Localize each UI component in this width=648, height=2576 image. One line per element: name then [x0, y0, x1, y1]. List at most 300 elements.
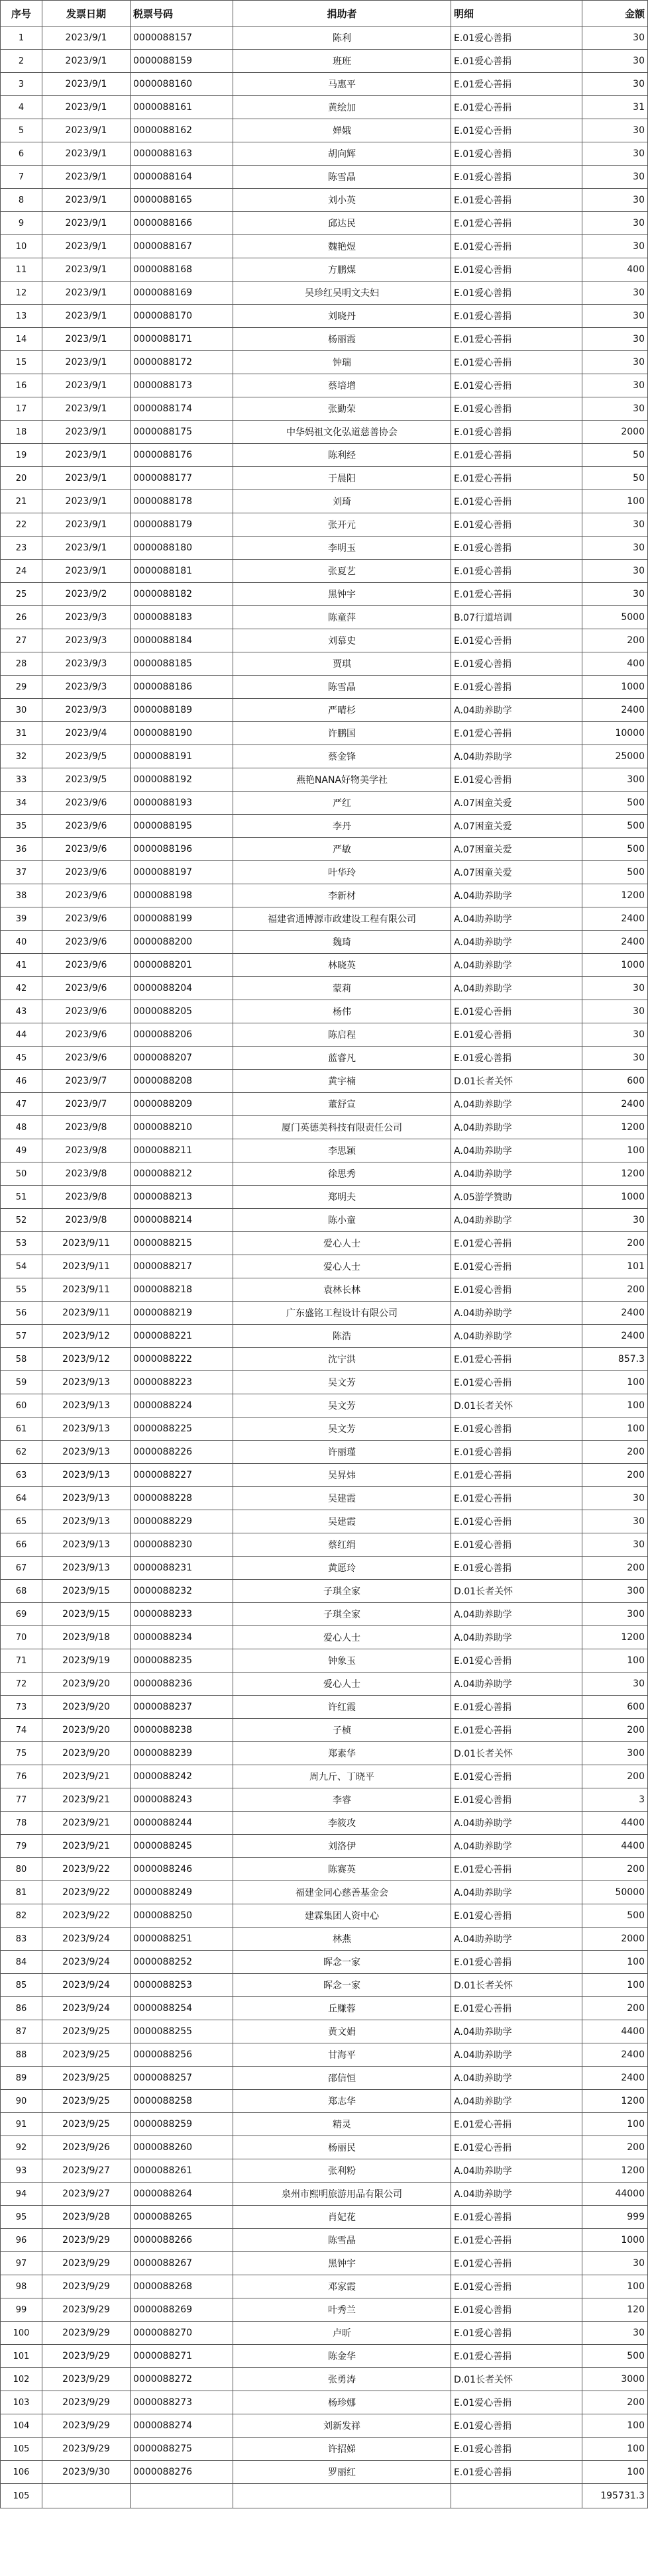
row-index: 100	[1, 2322, 42, 2345]
row-donor: 杨珍娜	[233, 2391, 451, 2414]
row-donor: 严红	[233, 792, 451, 815]
row-date: 2023/9/12	[42, 1348, 131, 1371]
row-date: 2023/9/28	[42, 2206, 131, 2229]
row-invoice-number: 0000088239	[131, 1742, 233, 1765]
table-row	[1, 792, 648, 815]
row-invoice-number: 0000088252	[131, 1951, 233, 1974]
row-index: 80	[1, 1858, 42, 1881]
row-amount: 10000	[582, 722, 648, 745]
row-date: 2023/9/6	[42, 884, 131, 907]
row-index: 42	[1, 977, 42, 1000]
row-date: 2023/9/3	[42, 676, 131, 699]
row-amount: 30	[582, 977, 648, 1000]
row-donor: 邵信恒	[233, 2067, 451, 2090]
row-amount: 600	[582, 1696, 648, 1719]
row-date: 2023/9/6	[42, 792, 131, 815]
row-index: 13	[1, 305, 42, 328]
row-invoice-number: 0000088274	[131, 2414, 233, 2438]
table-row	[1, 73, 648, 96]
table-row	[1, 1673, 648, 1696]
row-detail: E.01爱心善捐	[451, 142, 582, 166]
row-amount: 30	[582, 1209, 648, 1232]
row-donor: 黑钟宇	[233, 583, 451, 606]
row-index: 28	[1, 652, 42, 676]
row-invoice-number: 0000088228	[131, 1487, 233, 1510]
row-amount: 100	[582, 2113, 648, 2136]
row-detail: A.04助养助学	[451, 2043, 582, 2067]
table-row	[1, 2159, 648, 2183]
row-donor: 许鹏国	[233, 722, 451, 745]
row-index: 8	[1, 189, 42, 212]
row-detail: E.01爱心善捐	[451, 189, 582, 212]
row-index: 1	[1, 26, 42, 50]
row-date: 2023/9/1	[42, 212, 131, 235]
row-amount: 30	[582, 1533, 648, 1557]
row-amount: 3000	[582, 2368, 648, 2391]
row-detail: A.04助养助学	[451, 1835, 582, 1858]
row-donor: 吴文芳	[233, 1394, 451, 1417]
row-invoice-number: 0000088196	[131, 838, 233, 861]
row-amount: 100	[582, 490, 648, 513]
row-invoice-number: 0000088231	[131, 1557, 233, 1580]
row-invoice-number: 0000088226	[131, 1441, 233, 1464]
row-detail: E.01爱心善捐	[451, 2322, 582, 2345]
row-amount: 200	[582, 1765, 648, 1788]
row-invoice-number: 0000088166	[131, 212, 233, 235]
row-date: 2023/9/22	[42, 1904, 131, 1928]
row-amount: 30	[582, 189, 648, 212]
row-detail: A.04助养助学	[451, 2183, 582, 2206]
row-detail: A.07困童关爱	[451, 792, 582, 815]
row-date: 2023/9/24	[42, 1974, 131, 1997]
header-detail: 明细	[451, 1, 582, 26]
row-donor: 张开元	[233, 513, 451, 537]
table-row	[1, 1881, 648, 1904]
row-amount: 30	[582, 1487, 648, 1510]
row-date: 2023/9/19	[42, 1649, 131, 1673]
row-donor: 杨丽霞	[233, 328, 451, 351]
row-detail: D.01长者关怀	[451, 1394, 582, 1417]
row-amount: 300	[582, 1603, 648, 1626]
row-donor: 燕艳NANA好物美学社	[233, 768, 451, 792]
row-index: 67	[1, 1557, 42, 1580]
row-index: 81	[1, 1881, 42, 1904]
row-index: 33	[1, 768, 42, 792]
row-invoice-number: 0000088211	[131, 1139, 233, 1162]
row-detail: A.04助养助学	[451, 1162, 582, 1186]
row-index: 66	[1, 1533, 42, 1557]
table-row	[1, 305, 648, 328]
total-donor-empty	[233, 2484, 451, 2508]
row-detail: E.01爱心善捐	[451, 1510, 582, 1533]
row-index: 71	[1, 1649, 42, 1673]
table-row	[1, 258, 648, 282]
row-date: 2023/9/29	[42, 2298, 131, 2322]
row-detail: E.01爱心善捐	[451, 2345, 582, 2368]
row-index: 95	[1, 2206, 42, 2229]
row-donor: 晖念一家	[233, 1951, 451, 1974]
row-amount: 200	[582, 629, 648, 652]
row-invoice-number: 0000088205	[131, 1000, 233, 1023]
row-index: 48	[1, 1116, 42, 1139]
table-row	[1, 1626, 648, 1649]
row-invoice-number: 0000088237	[131, 1696, 233, 1719]
row-amount: 30	[582, 26, 648, 50]
row-date: 2023/9/13	[42, 1557, 131, 1580]
row-invoice-number: 0000088218	[131, 1278, 233, 1302]
row-invoice-number: 0000088272	[131, 2368, 233, 2391]
row-index: 57	[1, 1325, 42, 1348]
row-index: 10	[1, 235, 42, 258]
row-date: 2023/9/21	[42, 1835, 131, 1858]
row-date: 2023/9/25	[42, 2067, 131, 2090]
row-detail: E.01爱心善捐	[451, 467, 582, 490]
table-row	[1, 2020, 648, 2043]
row-donor: 精灵	[233, 2113, 451, 2136]
row-detail: A.04助养助学	[451, 2159, 582, 2183]
row-date: 2023/9/6	[42, 977, 131, 1000]
row-invoice-number: 0000088225	[131, 1417, 233, 1441]
row-detail: E.01爱心善捐	[451, 2414, 582, 2438]
row-amount: 857.3	[582, 1348, 648, 1371]
row-index: 6	[1, 142, 42, 166]
row-invoice-number: 0000088199	[131, 907, 233, 931]
row-amount: 30	[582, 119, 648, 142]
row-index: 88	[1, 2043, 42, 2067]
row-invoice-number: 0000088219	[131, 1302, 233, 1325]
row-amount: 200	[582, 1719, 648, 1742]
row-amount: 50	[582, 467, 648, 490]
row-index: 44	[1, 1023, 42, 1047]
row-detail: A.04助养助学	[451, 2067, 582, 2090]
total-amount: 195731.3	[582, 2484, 648, 2508]
row-detail: A.07困童关爱	[451, 861, 582, 884]
row-index: 17	[1, 397, 42, 421]
row-invoice-number: 0000088244	[131, 1812, 233, 1835]
row-index: 102	[1, 2368, 42, 2391]
row-donor: 陈利	[233, 26, 451, 50]
row-donor: 子桢	[233, 1719, 451, 1742]
row-index: 12	[1, 282, 42, 305]
row-index: 104	[1, 2414, 42, 2438]
row-detail: E.01爱心善捐	[451, 282, 582, 305]
row-invoice-number: 0000088175	[131, 421, 233, 444]
row-amount: 30	[582, 305, 648, 328]
row-donor: 于晨阳	[233, 467, 451, 490]
row-amount: 30	[582, 397, 648, 421]
row-date: 2023/9/29	[42, 2275, 131, 2298]
row-date: 2023/9/8	[42, 1116, 131, 1139]
row-date: 2023/9/1	[42, 560, 131, 583]
row-donor: 马惠平	[233, 73, 451, 96]
row-index: 94	[1, 2183, 42, 2206]
table-row	[1, 351, 648, 374]
row-index: 55	[1, 1278, 42, 1302]
row-donor: 许丽瑾	[233, 1441, 451, 1464]
row-invoice-number: 0000088267	[131, 2252, 233, 2275]
row-detail: A.04助养助学	[451, 1881, 582, 1904]
row-index: 35	[1, 815, 42, 838]
row-detail: E.01爱心善捐	[451, 2461, 582, 2484]
row-index: 54	[1, 1255, 42, 1278]
row-detail: E.01爱心善捐	[451, 50, 582, 73]
row-amount: 30	[582, 235, 648, 258]
row-detail: E.01爱心善捐	[451, 2252, 582, 2275]
table-row	[1, 1070, 648, 1093]
row-amount: 200	[582, 1278, 648, 1302]
row-invoice-number: 0000088195	[131, 815, 233, 838]
row-amount: 1000	[582, 676, 648, 699]
row-date: 2023/9/24	[42, 1997, 131, 2020]
row-amount: 200	[582, 1232, 648, 1255]
row-date: 2023/9/20	[42, 1696, 131, 1719]
row-amount: 4400	[582, 1835, 648, 1858]
total-index: 105	[1, 2484, 42, 2508]
row-amount: 44000	[582, 2183, 648, 2206]
row-invoice-number: 0000088249	[131, 1881, 233, 1904]
row-amount: 1000	[582, 2229, 648, 2252]
row-invoice-number: 0000088236	[131, 1673, 233, 1696]
row-index: 31	[1, 722, 42, 745]
row-date: 2023/9/27	[42, 2159, 131, 2183]
row-date: 2023/9/1	[42, 513, 131, 537]
row-detail: D.01长者关怀	[451, 2368, 582, 2391]
row-date: 2023/9/25	[42, 2113, 131, 2136]
table-row	[1, 1788, 648, 1812]
row-index: 73	[1, 1696, 42, 1719]
row-detail: E.01爱心善捐	[451, 305, 582, 328]
row-invoice-number: 0000088238	[131, 1719, 233, 1742]
row-date: 2023/9/4	[42, 722, 131, 745]
row-index: 41	[1, 954, 42, 977]
table-row	[1, 1278, 648, 1302]
row-date: 2023/9/1	[42, 537, 131, 560]
row-amount: 500	[582, 792, 648, 815]
row-detail: E.01爱心善捐	[451, 2275, 582, 2298]
row-index: 52	[1, 1209, 42, 1232]
row-donor: 刘洛伊	[233, 1835, 451, 1858]
row-date: 2023/9/15	[42, 1580, 131, 1603]
table-row	[1, 2090, 648, 2113]
row-amount: 30	[582, 351, 648, 374]
row-invoice-number: 0000088259	[131, 2113, 233, 2136]
table-row	[1, 166, 648, 189]
table-row	[1, 1858, 648, 1881]
table-row	[1, 907, 648, 931]
row-invoice-number: 0000088198	[131, 884, 233, 907]
row-donor: 胡向辉	[233, 142, 451, 166]
row-invoice-number: 0000088271	[131, 2345, 233, 2368]
table-row	[1, 1696, 648, 1719]
row-date: 2023/9/13	[42, 1371, 131, 1394]
row-donor: 杨伟	[233, 1000, 451, 1023]
row-donor: 钟象玉	[233, 1649, 451, 1673]
row-invoice-number: 0000088209	[131, 1093, 233, 1116]
row-invoice-number: 0000088234	[131, 1626, 233, 1649]
row-date: 2023/9/29	[42, 2252, 131, 2275]
row-amount: 500	[582, 2345, 648, 2368]
row-detail: E.01爱心善捐	[451, 1464, 582, 1487]
row-invoice-number: 0000088170	[131, 305, 233, 328]
row-index: 106	[1, 2461, 42, 2484]
row-date: 2023/9/6	[42, 1000, 131, 1023]
row-amount: 500	[582, 838, 648, 861]
table-row	[1, 861, 648, 884]
row-detail: A.04助养助学	[451, 931, 582, 954]
row-detail: E.01爱心善捐	[451, 1348, 582, 1371]
row-detail: E.01爱心善捐	[451, 374, 582, 397]
row-donor: 蓝睿凡	[233, 1047, 451, 1070]
table-row	[1, 1162, 648, 1186]
row-donor: 杨丽民	[233, 2136, 451, 2159]
row-invoice-number: 0000088165	[131, 189, 233, 212]
row-donor: 李新材	[233, 884, 451, 907]
row-invoice-number: 0000088201	[131, 954, 233, 977]
row-donor: 李筱攻	[233, 1812, 451, 1835]
table-row	[1, 2229, 648, 2252]
row-date: 2023/9/29	[42, 2368, 131, 2391]
table-row	[1, 26, 648, 50]
row-invoice-number: 0000088177	[131, 467, 233, 490]
row-amount: 1000	[582, 954, 648, 977]
row-index: 68	[1, 1580, 42, 1603]
table-row	[1, 652, 648, 676]
row-donor: 贾琪	[233, 652, 451, 676]
row-date: 2023/9/11	[42, 1255, 131, 1278]
header-row	[1, 1, 648, 26]
table-row	[1, 1533, 648, 1557]
row-index: 24	[1, 560, 42, 583]
row-amount: 100	[582, 1394, 648, 1417]
row-date: 2023/9/30	[42, 2461, 131, 2484]
header-date: 发票日期	[42, 1, 131, 26]
row-detail: E.01爱心善捐	[451, 1904, 582, 1928]
row-index: 59	[1, 1371, 42, 1394]
row-detail: E.01爱心善捐	[451, 444, 582, 467]
row-index: 43	[1, 1000, 42, 1023]
row-donor: 建霖集团人资中心	[233, 1904, 451, 1928]
row-donor: 林燕	[233, 1928, 451, 1951]
row-index: 26	[1, 606, 42, 629]
row-index: 40	[1, 931, 42, 954]
row-amount: 30	[582, 166, 648, 189]
table-row	[1, 1580, 648, 1603]
row-date: 2023/9/13	[42, 1417, 131, 1441]
header-amount: 金额	[582, 1, 648, 26]
row-detail: A.04助养助学	[451, 699, 582, 722]
row-invoice-number: 0000088258	[131, 2090, 233, 2113]
row-donor: 李明玉	[233, 537, 451, 560]
row-donor: 甘海平	[233, 2043, 451, 2067]
table-row	[1, 1116, 648, 1139]
row-index: 45	[1, 1047, 42, 1070]
row-detail: A.04助养助学	[451, 1116, 582, 1139]
row-date: 2023/9/6	[42, 1047, 131, 1070]
row-detail: E.01爱心善捐	[451, 1278, 582, 1302]
row-detail: D.01长者关怀	[451, 1742, 582, 1765]
row-date: 2023/9/8	[42, 1162, 131, 1186]
row-date: 2023/9/1	[42, 351, 131, 374]
row-invoice-number: 0000088233	[131, 1603, 233, 1626]
total-detail-empty	[451, 2484, 582, 2508]
row-detail: E.01爱心善捐	[451, 537, 582, 560]
table-row	[1, 838, 648, 861]
row-date: 2023/9/5	[42, 768, 131, 792]
row-detail: E.01爱心善捐	[451, 583, 582, 606]
row-index: 69	[1, 1603, 42, 1626]
row-date: 2023/9/25	[42, 2043, 131, 2067]
row-amount: 30	[582, 583, 648, 606]
row-invoice-number: 0000088224	[131, 1394, 233, 1417]
row-index: 5	[1, 119, 42, 142]
row-date: 2023/9/1	[42, 50, 131, 73]
row-amount: 200	[582, 1858, 648, 1881]
table-row	[1, 397, 648, 421]
row-invoice-number: 0000088162	[131, 119, 233, 142]
total-row	[1, 2484, 648, 2508]
row-index: 101	[1, 2345, 42, 2368]
row-detail: E.01爱心善捐	[451, 2113, 582, 2136]
row-amount: 2400	[582, 1093, 648, 1116]
row-date: 2023/9/1	[42, 258, 131, 282]
table-row	[1, 513, 648, 537]
row-index: 20	[1, 467, 42, 490]
row-detail: E.01爱心善捐	[451, 2298, 582, 2322]
row-invoice-number: 0000088183	[131, 606, 233, 629]
row-index: 99	[1, 2298, 42, 2322]
row-invoice-number: 0000088257	[131, 2067, 233, 2090]
row-amount: 200	[582, 2136, 648, 2159]
row-detail: E.01爱心善捐	[451, 119, 582, 142]
row-amount: 2400	[582, 907, 648, 931]
table-row	[1, 235, 648, 258]
row-invoice-number: 0000088179	[131, 513, 233, 537]
row-detail: A.07困童关爱	[451, 838, 582, 861]
row-donor: 吴珍红吴明文夫妇	[233, 282, 451, 305]
row-amount: 400	[582, 258, 648, 282]
row-detail: E.01爱心善捐	[451, 2229, 582, 2252]
table-row	[1, 2298, 648, 2322]
row-invoice-number: 0000088191	[131, 745, 233, 768]
row-date: 2023/9/29	[42, 2322, 131, 2345]
row-invoice-number: 0000088242	[131, 1765, 233, 1788]
row-date: 2023/9/8	[42, 1139, 131, 1162]
row-date: 2023/9/6	[42, 954, 131, 977]
row-invoice-number: 0000088186	[131, 676, 233, 699]
table-row	[1, 1812, 648, 1835]
table-row	[1, 1951, 648, 1974]
header-donor: 捐助者	[233, 1, 451, 26]
row-date: 2023/9/13	[42, 1394, 131, 1417]
row-index: 22	[1, 513, 42, 537]
row-donor: 吴昇炜	[233, 1464, 451, 1487]
row-index: 77	[1, 1788, 42, 1812]
row-donor: 叶华玲	[233, 861, 451, 884]
row-detail: E.01爱心善捐	[451, 1533, 582, 1557]
row-invoice-number: 0000088189	[131, 699, 233, 722]
table-row	[1, 1371, 648, 1394]
row-amount: 100	[582, 2414, 648, 2438]
row-detail: A.04助养助学	[451, 1812, 582, 1835]
table-row	[1, 1928, 648, 1951]
row-donor: 婵娥	[233, 119, 451, 142]
row-detail: E.01爱心善捐	[451, 1951, 582, 1974]
row-date: 2023/9/3	[42, 629, 131, 652]
row-donor: 吴文芳	[233, 1417, 451, 1441]
row-donor: 叶秀兰	[233, 2298, 451, 2322]
row-detail: E.01爱心善捐	[451, 1023, 582, 1047]
row-detail: E.01爱心善捐	[451, 2391, 582, 2414]
